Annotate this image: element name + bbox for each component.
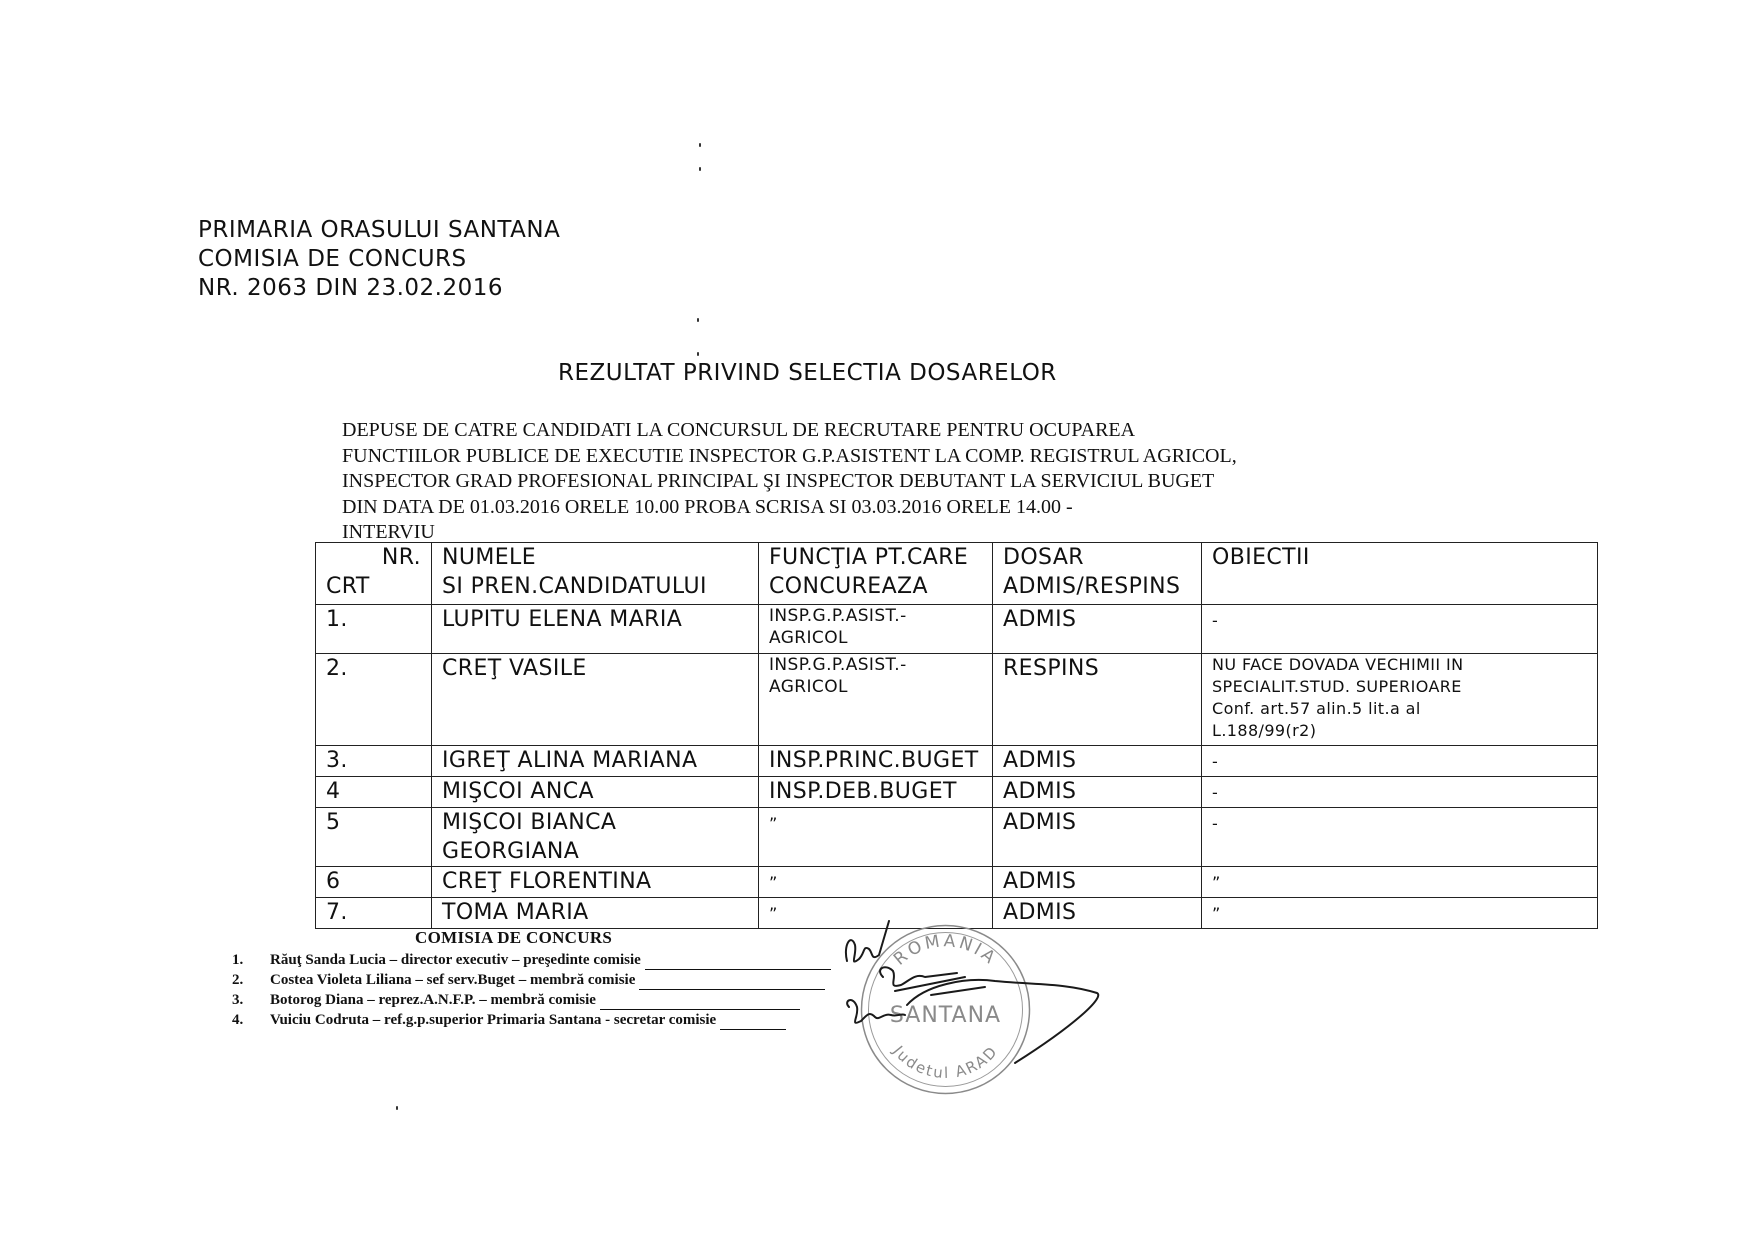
cell-status: ADMIS xyxy=(993,867,1202,898)
results-table xyxy=(315,542,1598,929)
cell-nr: 6 xyxy=(316,867,432,898)
committee-member xyxy=(232,1010,831,1030)
committee-member xyxy=(232,950,831,970)
header-name-bottom: SI PREN.CANDIDATULUI xyxy=(442,574,707,599)
header-function xyxy=(759,543,993,605)
table-row xyxy=(316,777,1598,808)
member-number: 2. xyxy=(232,972,244,988)
member-text: Vuiciu Codruta – ref.g.p.superior Primaria Santana - secretar comisie xyxy=(270,1012,717,1028)
cell-function-line: INSP.G.P.ASIST.- xyxy=(769,655,907,675)
header-function-top: FUNCŢIA PT.CARE xyxy=(769,545,969,570)
issuer-name: PRIMARIA ORASULUI SANTANA xyxy=(198,217,561,243)
committee-member xyxy=(232,970,831,990)
cell-name: CREŢ FLORENTINA xyxy=(432,867,759,898)
signature-4 xyxy=(847,1000,905,1023)
ditto-mark: ” xyxy=(1212,873,1221,892)
stamp-bottom-text: Judetul ARAD xyxy=(889,1041,1002,1083)
signature-line xyxy=(645,955,831,970)
cell-status: ADMIS xyxy=(993,808,1202,867)
committee-title: COMISIA DE CONCURS xyxy=(415,928,613,947)
cell-nr: 7. xyxy=(316,898,432,929)
intro-line: DIN DATA DE 01.03.2016 ORELE 10.00 PROBA SCRISA SI 03.03.2016 ORELE 14.00 - xyxy=(342,495,1073,518)
stamp-top-text: ROMANIA xyxy=(890,931,1001,970)
cell-objections xyxy=(1202,898,1598,929)
cell-name: MIŞCOI BIANCA GEORGIANA xyxy=(432,808,759,867)
cell-name: MIŞCOI ANCA xyxy=(432,777,759,808)
objection-line: SPECIALIT.STUD. SUPERIOARE xyxy=(1212,677,1462,696)
cell-function xyxy=(759,808,993,867)
cell-function-line: AGRICOL xyxy=(769,628,848,648)
committee-list xyxy=(232,950,831,1030)
cell-status: ADMIS xyxy=(993,777,1202,808)
signature-2 xyxy=(880,967,965,991)
registration-number: NR. 2063 DIN 23.02.2016 xyxy=(198,275,504,301)
objection-mark: - xyxy=(1212,752,1219,771)
table-row xyxy=(316,605,1598,654)
signature-line xyxy=(720,1015,786,1030)
document-title: REZULTAT PRIVIND SELECTIA DOSARELOR xyxy=(558,360,1057,386)
signature-1 xyxy=(846,921,889,962)
cell-name: LUPITU ELENA MARIA xyxy=(432,605,759,654)
cell-status: ADMIS xyxy=(993,746,1202,777)
handwritten-signatures xyxy=(835,915,1115,1075)
header-status xyxy=(993,543,1202,605)
header-name-top: NUMELE xyxy=(442,545,536,570)
scan-speck xyxy=(699,143,701,147)
ditto-mark: ” xyxy=(769,904,778,923)
stamp-middle-text: SANTANA xyxy=(889,1003,1002,1028)
objection-mark: - xyxy=(1212,611,1219,630)
cell-name: IGREŢ ALINA MARIANA xyxy=(432,746,759,777)
member-number: 4. xyxy=(232,1012,244,1028)
header-objections-label: OBIECTII xyxy=(1212,545,1310,570)
cell-objections xyxy=(1202,746,1598,777)
cell-status: ADMIS xyxy=(993,605,1202,654)
objection-line: NU FACE DOVADA VECHIMII IN xyxy=(1212,655,1464,674)
header-status-top: DOSAR xyxy=(1003,545,1084,570)
header-status-bottom: ADMIS/RESPINS xyxy=(1003,574,1181,599)
signature-line xyxy=(600,995,800,1010)
member-number: 3. xyxy=(232,992,244,1008)
ditto-mark: ” xyxy=(769,873,778,892)
member-text: Răuţ Sanda Lucia – director executiv – preşedinte comisie xyxy=(270,952,641,968)
scan-speck xyxy=(697,352,699,356)
objection-mark: - xyxy=(1212,814,1219,833)
cell-function: INSP.DEB.BUGET xyxy=(759,777,993,808)
table-row xyxy=(316,746,1598,777)
scan-speck xyxy=(697,318,699,322)
cell-nr: 3. xyxy=(316,746,432,777)
table-row xyxy=(316,808,1598,867)
header-function-bottom: CONCUREAZA xyxy=(769,574,928,599)
member-text: Costea Violeta Liliana – sef serv.Buget – membră comisie xyxy=(270,972,636,988)
member-number: 1. xyxy=(232,952,244,968)
objection-mark: - xyxy=(1212,783,1219,802)
cell-function: INSP.PRINC.BUGET xyxy=(759,746,993,777)
cell-nr: 5 xyxy=(316,808,432,867)
cell-status: RESPINS xyxy=(993,654,1202,746)
cell-objections xyxy=(1202,777,1598,808)
header-nr xyxy=(316,543,432,605)
ditto-mark: ” xyxy=(1212,904,1221,923)
header-name xyxy=(432,543,759,605)
cell-function-line: INSP.G.P.ASIST.- xyxy=(769,606,907,626)
intro-line: FUNCTIILOR PUBLICE DE EXECUTIE INSPECTOR G.P.ASISTENT LA COMP. REGISTRUL AGRICOL, xyxy=(342,444,1237,467)
header-nr-bottom: CRT xyxy=(326,574,370,599)
header-nr-top: NR. xyxy=(381,545,421,570)
cell-objections xyxy=(1202,867,1598,898)
objection-line: L.188/99(r2) xyxy=(1212,721,1317,740)
signature-line xyxy=(639,975,825,990)
objection-line: Conf. art.57 alin.5 lit.a al xyxy=(1212,699,1421,718)
intro-line: INSPECTOR GRAD PROFESIONAL PRINCIPAL ŞI INSPECTOR DEBUTANT LA SERVICIUL BUGET xyxy=(342,470,1215,492)
cell-status: ADMIS xyxy=(993,898,1202,929)
table-header-row xyxy=(316,543,1598,605)
cell-function xyxy=(759,654,993,746)
ditto-mark: ” xyxy=(769,814,778,833)
cell-name: CREŢ VASILE xyxy=(432,654,759,746)
cell-function-line: AGRICOL xyxy=(769,677,848,697)
intro-line: INTERVIU xyxy=(342,521,435,543)
table-row xyxy=(316,654,1598,746)
cell-nr: 4 xyxy=(316,777,432,808)
signature-3 xyxy=(907,980,1098,1063)
cell-nr: 2. xyxy=(316,654,432,746)
cell-function xyxy=(759,605,993,654)
table-row xyxy=(316,867,1598,898)
commission-name: COMISIA DE CONCURS xyxy=(198,246,467,272)
intro-line: DEPUSE DE CATRE CANDIDATI LA CONCURSUL DE RECRUTARE PENTRU OCUPAREA xyxy=(342,419,1136,441)
cell-name: TOMA MARIA xyxy=(432,898,759,929)
cell-nr: 1. xyxy=(316,605,432,654)
committee-member xyxy=(232,990,831,1010)
issuer-header xyxy=(198,216,560,303)
scan-speck xyxy=(396,1106,398,1110)
cell-objections xyxy=(1202,605,1598,654)
cell-function xyxy=(759,867,993,898)
cell-objections xyxy=(1202,654,1598,746)
member-text: Botorog Diana – reprez.A.N.F.P. – membră comisie xyxy=(270,992,596,1008)
scan-speck xyxy=(699,167,701,171)
intro-paragraph xyxy=(342,418,1237,546)
cell-objections xyxy=(1202,808,1598,867)
header-objections xyxy=(1202,543,1598,605)
